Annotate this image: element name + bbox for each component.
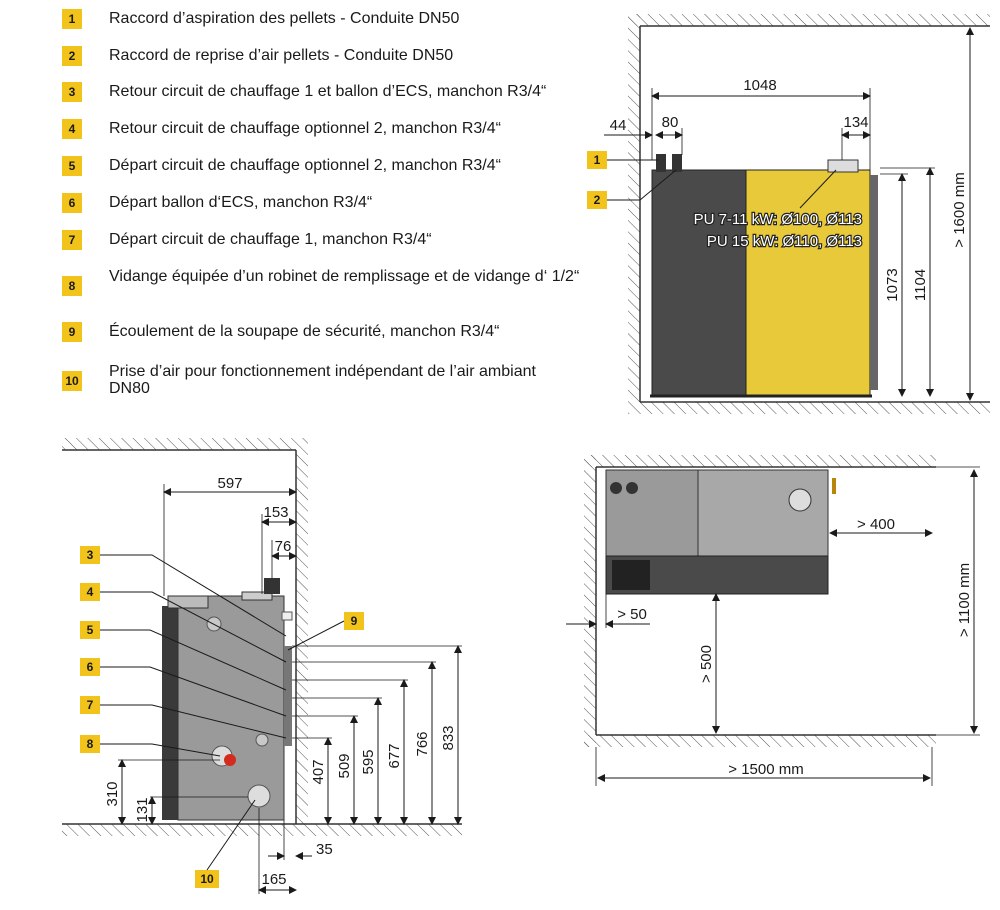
tag-1-label: 1 [593, 153, 601, 167]
dim-label-597: 597 [217, 475, 243, 492]
legend-text: Retour circuit de chauffage optionnel 2, manchon R3/4“ [109, 120, 501, 137]
top-view [566, 455, 980, 786]
dim-label-833: 833 [440, 725, 457, 751]
legend-text: Vidange équipée d’un robinet de remplissage et de vidange d‘ 1/2“ [109, 268, 580, 285]
legend-badge: 2 [62, 46, 82, 66]
legend-text: Départ ballon d‘ECS, manchon R3/4“ [109, 194, 373, 211]
legend-badge: 10 [62, 371, 82, 391]
dim-label-35: 35 [316, 841, 333, 858]
dim-label-1048: 1048 [743, 77, 777, 94]
flue-opening [789, 489, 811, 511]
connector-2 [672, 154, 682, 172]
wall-hatch-top [584, 455, 936, 467]
air-intake [248, 785, 270, 807]
floor-hatch [62, 824, 462, 836]
side-view [62, 438, 462, 894]
boiler-front-panel [162, 606, 180, 820]
tag-7-label: 7 [86, 698, 94, 712]
dim-label-310: 310 [104, 781, 121, 807]
porthole [256, 734, 268, 746]
boiler-lid [168, 596, 208, 608]
legend-badge: 9 [62, 322, 82, 342]
boiler-top [698, 470, 828, 556]
dim-label-1073: 1073 [884, 268, 901, 302]
legend-text: Départ circuit de chauffage optionnel 2, manchon R3/4“ [109, 157, 501, 174]
drain-valve-handle [224, 754, 236, 766]
dim-label-500: > 500 [698, 645, 715, 683]
pu-label-1: PU 7-11 kW: Ø100, Ø113 [693, 211, 862, 228]
dim-label-131: 131 [134, 797, 151, 823]
wall-hatch-left [628, 14, 640, 402]
legend-text: Prise d’air pour fonctionnement indépendant de l’air ambiant DN80 [109, 363, 536, 397]
tag-6-label: 6 [86, 660, 94, 674]
wall-hatch-left [584, 455, 596, 747]
tag-10-label: 10 [200, 872, 214, 886]
dim-label-1600: > 1600 mm [951, 172, 968, 248]
dim-label-1500: > 1500 mm [728, 761, 804, 778]
legend-text: Retour circuit de chauffage 1 et ballon d’ECS, manchon R3/4“ [109, 83, 547, 100]
dim-label-76: 76 [274, 538, 292, 555]
dim-label-44: 44 [609, 117, 627, 134]
dim-label-165: 165 [261, 871, 287, 888]
legend-badge: 8 [62, 276, 82, 296]
tag-3-label: 3 [86, 548, 94, 562]
dim-label-407: 407 [310, 759, 327, 785]
boiler-yellow-panel [746, 170, 870, 396]
dim-label-400: > 400 [857, 516, 895, 533]
legend-text: Départ circuit de chauffage 1, manchon R3/4“ [109, 231, 432, 248]
dim-label-80: 80 [661, 114, 679, 131]
boiler-dark-panel [652, 170, 746, 396]
flue-outlet [828, 160, 858, 172]
connector-1 [656, 154, 666, 172]
tag-4-label: 4 [86, 585, 94, 599]
legend-badge: 4 [62, 119, 82, 139]
dim-label-677: 677 [386, 743, 403, 769]
port [626, 482, 638, 494]
dim-label-134: 134 [843, 114, 869, 131]
legend-text: Écoulement de la soupape de sécurité, manchon R3/4“ [109, 323, 500, 340]
legend-badge: 3 [62, 82, 82, 102]
dim-label-1104: 1104 [912, 268, 929, 302]
dim-label-766: 766 [414, 731, 431, 757]
legend-text: Raccord de reprise d’air pellets - Conduite DN50 [109, 47, 454, 64]
dim-label-509: 509 [336, 753, 353, 779]
front-opening [612, 560, 650, 590]
valve [832, 478, 836, 494]
wall-hatch-right [296, 438, 308, 824]
tag-2-label: 2 [593, 193, 601, 207]
flue-pipe [264, 578, 280, 594]
dim-label-595: 595 [360, 749, 377, 775]
dim-label-50: > 50 [617, 606, 647, 623]
wall-hatch-top [62, 438, 296, 450]
tank-top [606, 470, 698, 556]
tag-5-label: 5 [86, 623, 94, 637]
legend-text: Raccord d’aspiration des pellets - Conduite DN50 [109, 10, 460, 27]
boiler-side-pipes [870, 175, 878, 390]
legend-badge: 6 [62, 193, 82, 213]
port [610, 482, 622, 494]
wall-hatch-top [628, 14, 990, 26]
dim-label-1100: > 1100 mm [956, 562, 973, 638]
dim-label-153: 153 [263, 504, 289, 521]
connector-pipes [284, 646, 292, 746]
pu-label-2: PU 15 kW: Ø110, Ø113 [706, 233, 862, 250]
boiler-tank [178, 596, 284, 820]
wall-hatch-bottom [584, 735, 936, 747]
front-view [587, 14, 990, 414]
tag-8-label: 8 [86, 737, 94, 751]
tag-9-label: 9 [350, 614, 358, 628]
legend-badge: 5 [62, 156, 82, 176]
legend-badge: 1 [62, 9, 82, 29]
connector-9 [282, 612, 292, 620]
floor-hatch [628, 402, 990, 414]
legend-badge: 7 [62, 230, 82, 250]
